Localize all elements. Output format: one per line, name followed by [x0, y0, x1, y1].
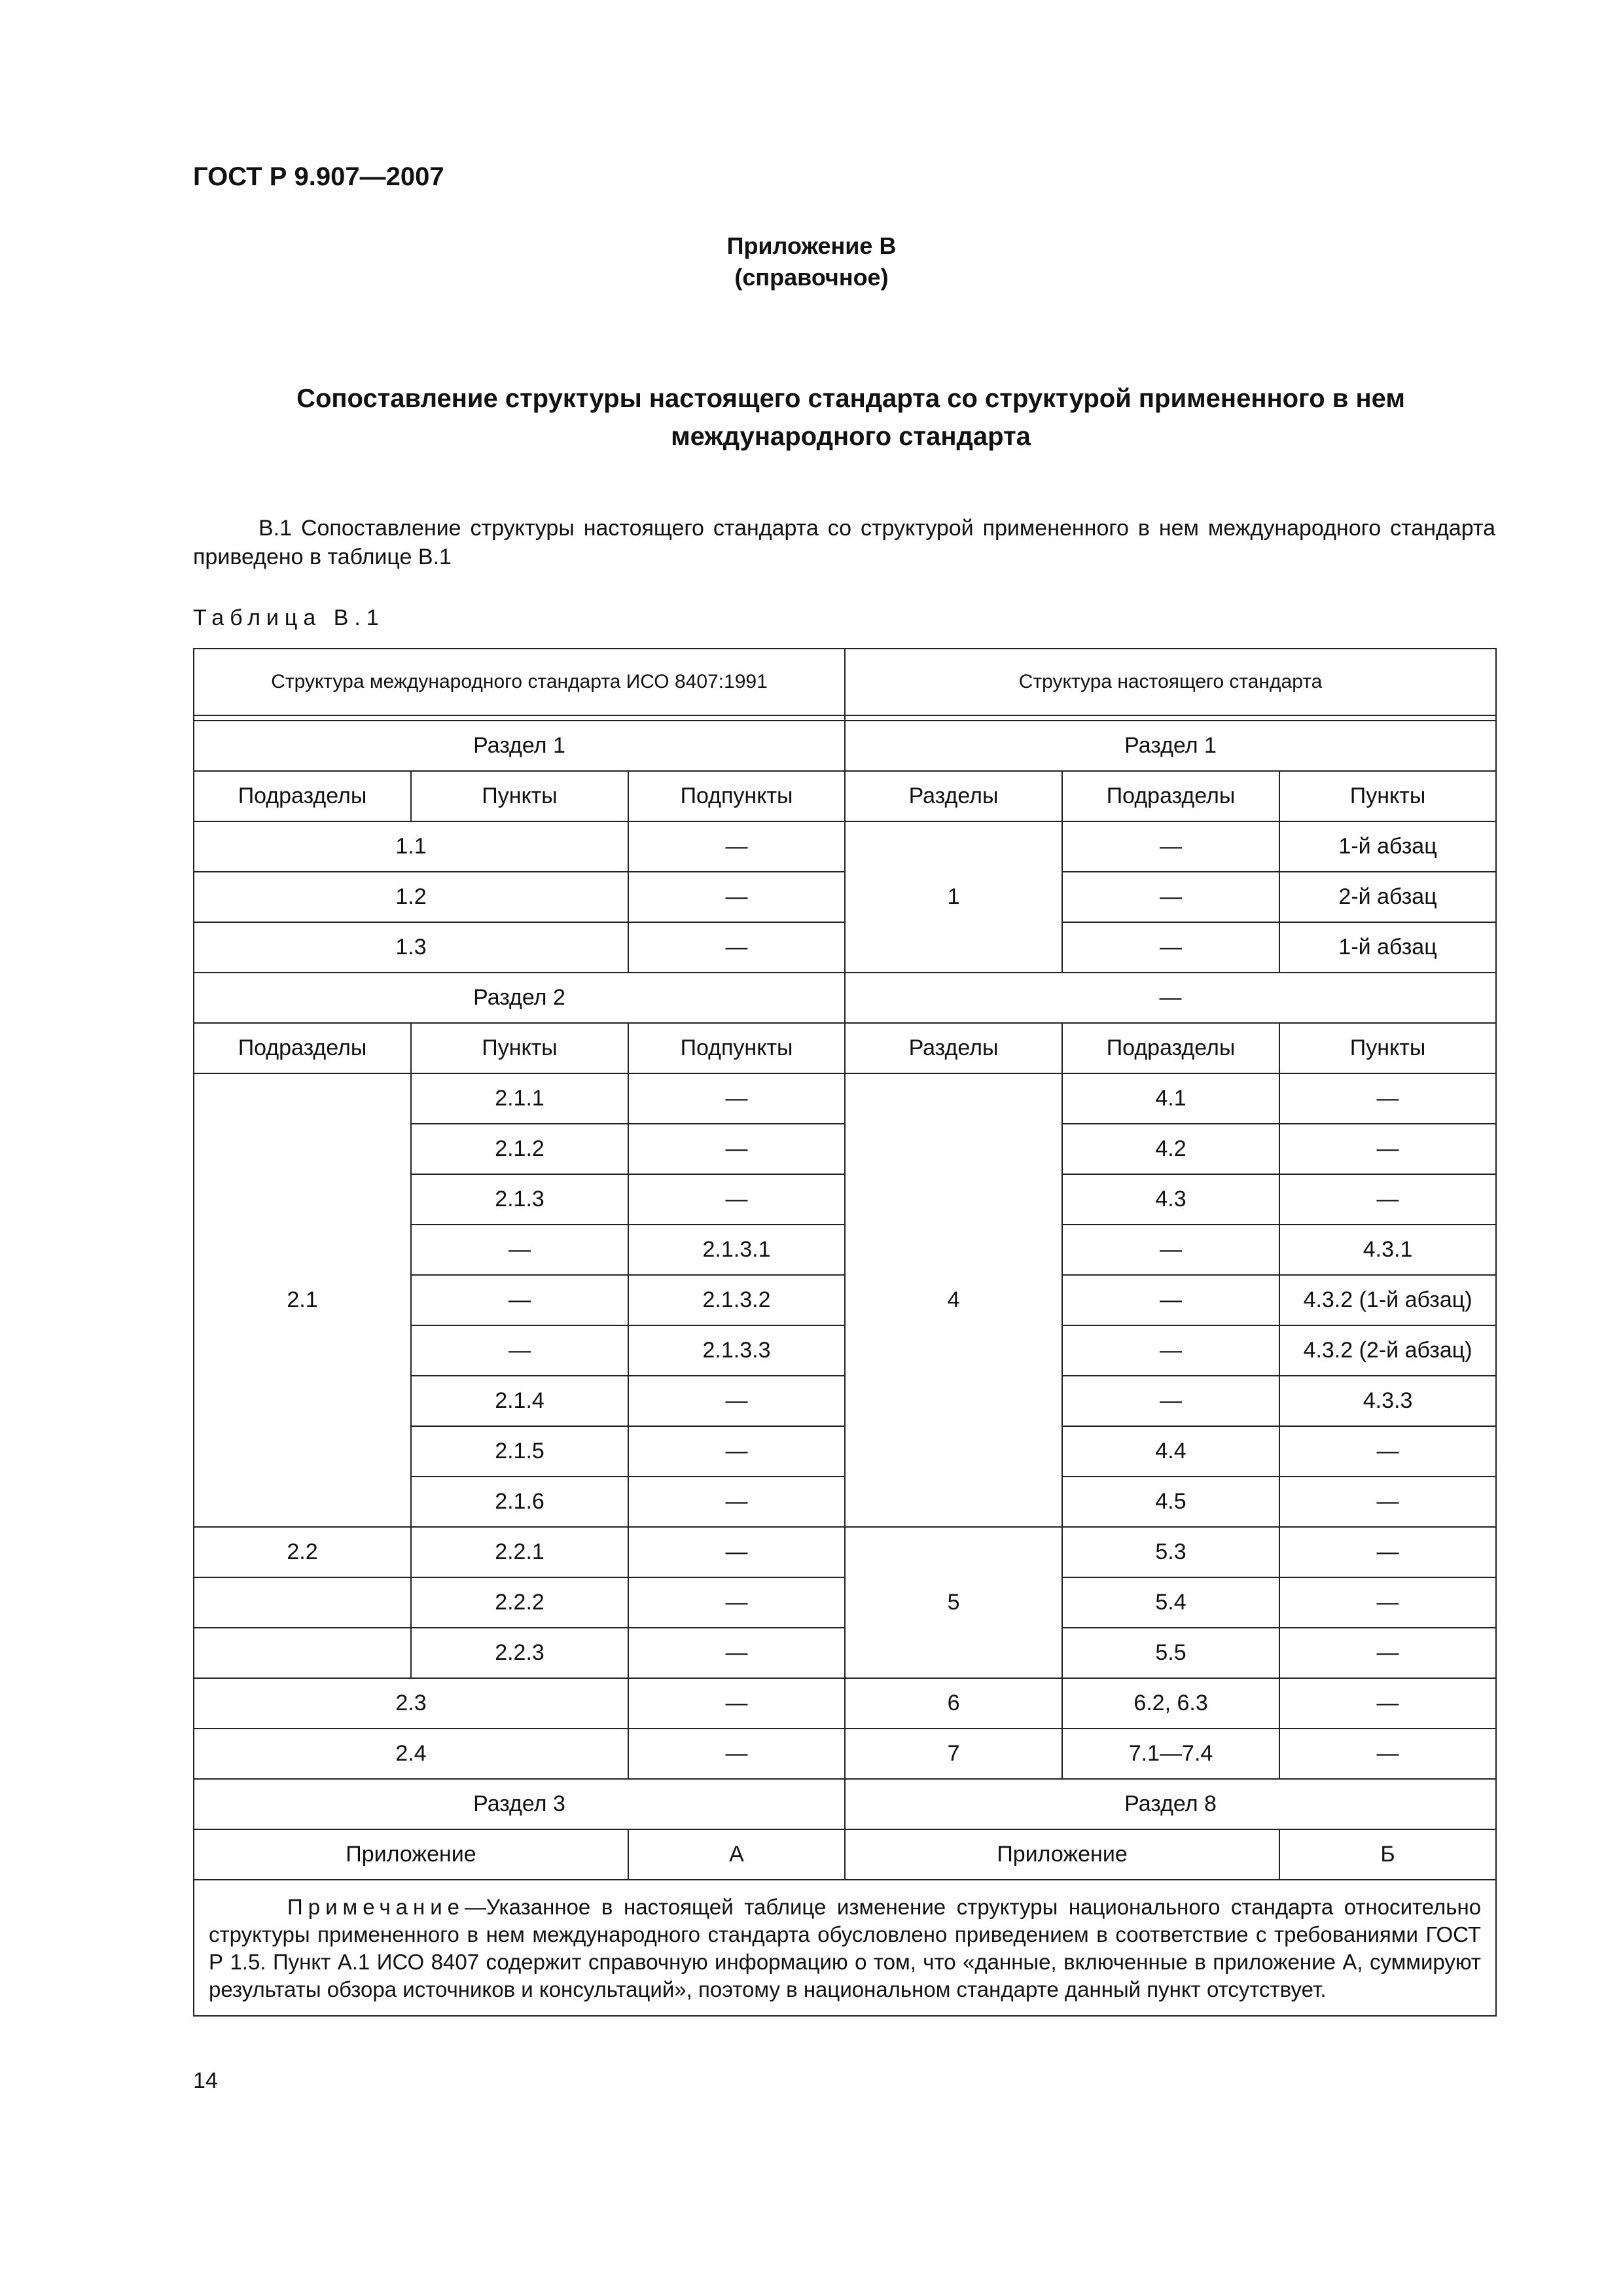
column-label: Подпункты [628, 771, 845, 821]
column-labels-row [194, 1023, 1496, 1073]
gap-cell [845, 715, 1496, 721]
table-cell: 4.4 [1062, 1426, 1279, 1477]
gap-cell [194, 715, 845, 721]
table-cell: 2.1.3.3 [628, 1325, 845, 1376]
section-title-line1: Сопоставление структуры настоящего стандарта со структурой примененного в нем [296, 384, 1405, 413]
table-cell: — [628, 922, 845, 973]
section-cell: Раздел 8 [845, 1779, 1496, 1829]
section-cell: Раздел 1 [845, 721, 1496, 771]
table-caption: Таблица В.1 [193, 605, 385, 630]
table-cell: 2.2.2 [411, 1577, 628, 1628]
table-row [194, 1527, 1496, 1577]
column-label: Подразделы [1062, 771, 1279, 821]
table-cell [194, 1628, 411, 1678]
table-cell: — [411, 1275, 628, 1325]
table-cell: — [411, 1225, 628, 1275]
table-note [194, 1880, 1496, 2016]
column-label: Подразделы [194, 1023, 411, 1073]
table-cell: — [628, 1477, 845, 1527]
table-cell: — [628, 1174, 845, 1225]
column-label: Пункты [1279, 1023, 1496, 1073]
table-cell: 4.3.2 (1-й абзац) [1279, 1275, 1496, 1325]
table-header-row [194, 649, 1496, 715]
table-cell: 4.3.1 [1279, 1225, 1496, 1275]
table-cell: — [628, 872, 845, 922]
table-cell: — [628, 1376, 845, 1426]
table-cell: — [1279, 1628, 1496, 1678]
table-cell: 5.4 [1062, 1577, 1279, 1628]
table-cell: 4.3.3 [1279, 1376, 1496, 1426]
table-cell: 5 [845, 1527, 1062, 1678]
table-cell: 2.1.5 [411, 1426, 628, 1477]
table-cell: — [1279, 1729, 1496, 1779]
note-row [194, 1880, 1496, 2016]
table-cell: 4 [845, 1073, 1062, 1527]
table-cell: 7 [845, 1729, 1062, 1779]
table-cell: — [628, 1628, 845, 1678]
table-cell: — [1062, 1325, 1279, 1376]
table-cell: — [1279, 1073, 1496, 1124]
table-cell: — [1279, 1577, 1496, 1628]
note-text: —Указанное в настоящей таблице изменение структуры национального стандарта относительно структуры примененного в нем международного стандарта обусловлено приведением в соответствие с требованиями ГОСТ Р 1.5. Пункт А.1 ИСО 8407 содержит справочную информацию о том, что «данные, включенные в приложение А, суммируют результаты обзора источников и консультаций», поэтому в национальном стандарте данный пункт отсутствует. [209, 1895, 1482, 2001]
table-row [194, 1779, 1496, 1829]
table-cell: 2.1.2 [411, 1124, 628, 1174]
table-cell: — [1279, 1124, 1496, 1174]
table-cell: — [1062, 1275, 1279, 1325]
table-cell: 1.1 [194, 821, 628, 872]
structure-comparison-table [193, 648, 1497, 2017]
table-cell: 2.1.3.2 [628, 1275, 845, 1325]
table-cell: 2.1.1 [411, 1073, 628, 1124]
table-row [194, 1073, 1496, 1124]
table-gap-row [194, 715, 1496, 721]
table-row [194, 1678, 1496, 1729]
column-labels-row [194, 771, 1496, 821]
column-label: Пункты [411, 771, 628, 821]
table-cell: 7.1—7.4 [1062, 1729, 1279, 1779]
table-cell: — [1062, 922, 1279, 973]
note-label: Примечание [287, 1895, 465, 1919]
table-cell: — [1062, 872, 1279, 922]
table-cell: 2.1.4 [411, 1376, 628, 1426]
table-row [194, 1729, 1496, 1779]
table-cell: — [1279, 1477, 1496, 1527]
section-cell: Раздел 1 [194, 721, 845, 771]
table-cell: 4.3.2 (2-й абзац) [1279, 1325, 1496, 1376]
section-title-line2: международного стандарта [671, 422, 1031, 451]
table-row [194, 1829, 1496, 1880]
table-cell: — [628, 1426, 845, 1477]
table-cell: — [1062, 821, 1279, 872]
table-cell: 4.1 [1062, 1073, 1279, 1124]
appendix-type: (справочное) [734, 264, 889, 291]
table-cell: — [628, 1073, 845, 1124]
table-row [194, 821, 1496, 872]
header-national: Структура настоящего стандарта [845, 649, 1496, 715]
table-cell: 4.2 [1062, 1124, 1279, 1174]
table-cell: — [628, 1678, 845, 1729]
document-code: ГОСТ Р 9.907—2007 [193, 162, 444, 191]
table-cell: 2.1.3 [411, 1174, 628, 1225]
header-international: Структура международного стандарта ИСО 8407:1991 [194, 649, 845, 715]
table-cell: — [1062, 1225, 1279, 1275]
column-label: Подразделы [194, 771, 411, 821]
table-cell: — [628, 1577, 845, 1628]
section-cell: — [845, 973, 1496, 1023]
table-row [194, 721, 1496, 771]
table-cell: 1.3 [194, 922, 628, 973]
section-title [196, 380, 1505, 456]
table-cell: 2.2 [194, 1527, 411, 1577]
table-cell: 2.1.6 [411, 1477, 628, 1527]
table-cell: — [628, 1527, 845, 1577]
intro-paragraph: В.1 Сопоставление структуры настоящего стандарта со структурой примененного в нем международного стандарта приведено в таблице В.1 [193, 516, 1495, 569]
table-cell: 4.5 [1062, 1477, 1279, 1527]
table-cell: — [628, 1729, 845, 1779]
table-cell: 1-й абзац [1279, 821, 1496, 872]
column-label: Разделы [845, 1023, 1062, 1073]
table-cell: 2.2.1 [411, 1527, 628, 1577]
column-label: Подпункты [628, 1023, 845, 1073]
table-cell: — [628, 1124, 845, 1174]
column-label: Подразделы [1062, 1023, 1279, 1073]
appendix-label-cell: Приложение [194, 1829, 628, 1880]
appendix-value-cell: Б [1279, 1829, 1496, 1880]
table-cell: 6.2, 6.3 [1062, 1678, 1279, 1729]
table-row [194, 973, 1496, 1023]
table-cell: 4.3 [1062, 1174, 1279, 1225]
section-cell: Раздел 3 [194, 1779, 845, 1829]
table-cell: 6 [845, 1678, 1062, 1729]
table-cell: 5.3 [1062, 1527, 1279, 1577]
table-cell: 1 [845, 821, 1062, 973]
appendix-label-cell: Приложение [845, 1829, 1279, 1880]
table-cell: 2-й абзац [1279, 872, 1496, 922]
column-label: Разделы [845, 771, 1062, 821]
table-cell: 2.2.3 [411, 1628, 628, 1678]
table-cell: — [411, 1325, 628, 1376]
table-cell: — [1279, 1174, 1496, 1225]
column-label: Пункты [1279, 771, 1496, 821]
table-cell: 5.5 [1062, 1628, 1279, 1678]
table-cell: 2.1 [194, 1073, 411, 1527]
appendix-value-cell: А [628, 1829, 845, 1880]
column-label: Пункты [411, 1023, 628, 1073]
table-cell: 2.1.3.1 [628, 1225, 845, 1275]
table-cell: 2.3 [194, 1678, 628, 1729]
table-cell: — [1279, 1527, 1496, 1577]
table-cell: — [1279, 1678, 1496, 1729]
table-cell: 1-й абзац [1279, 922, 1496, 973]
table-cell: — [1062, 1376, 1279, 1426]
table-cell [194, 1577, 411, 1628]
appendix-title: Приложение В [726, 232, 897, 259]
table-cell: 2.4 [194, 1729, 628, 1779]
page-number: 14 [193, 2068, 218, 2093]
table-cell: 1.2 [194, 872, 628, 922]
table-cell: — [628, 821, 845, 872]
appendix-heading [0, 230, 1623, 293]
table-cell: — [1279, 1426, 1496, 1477]
section-cell: Раздел 2 [194, 973, 845, 1023]
